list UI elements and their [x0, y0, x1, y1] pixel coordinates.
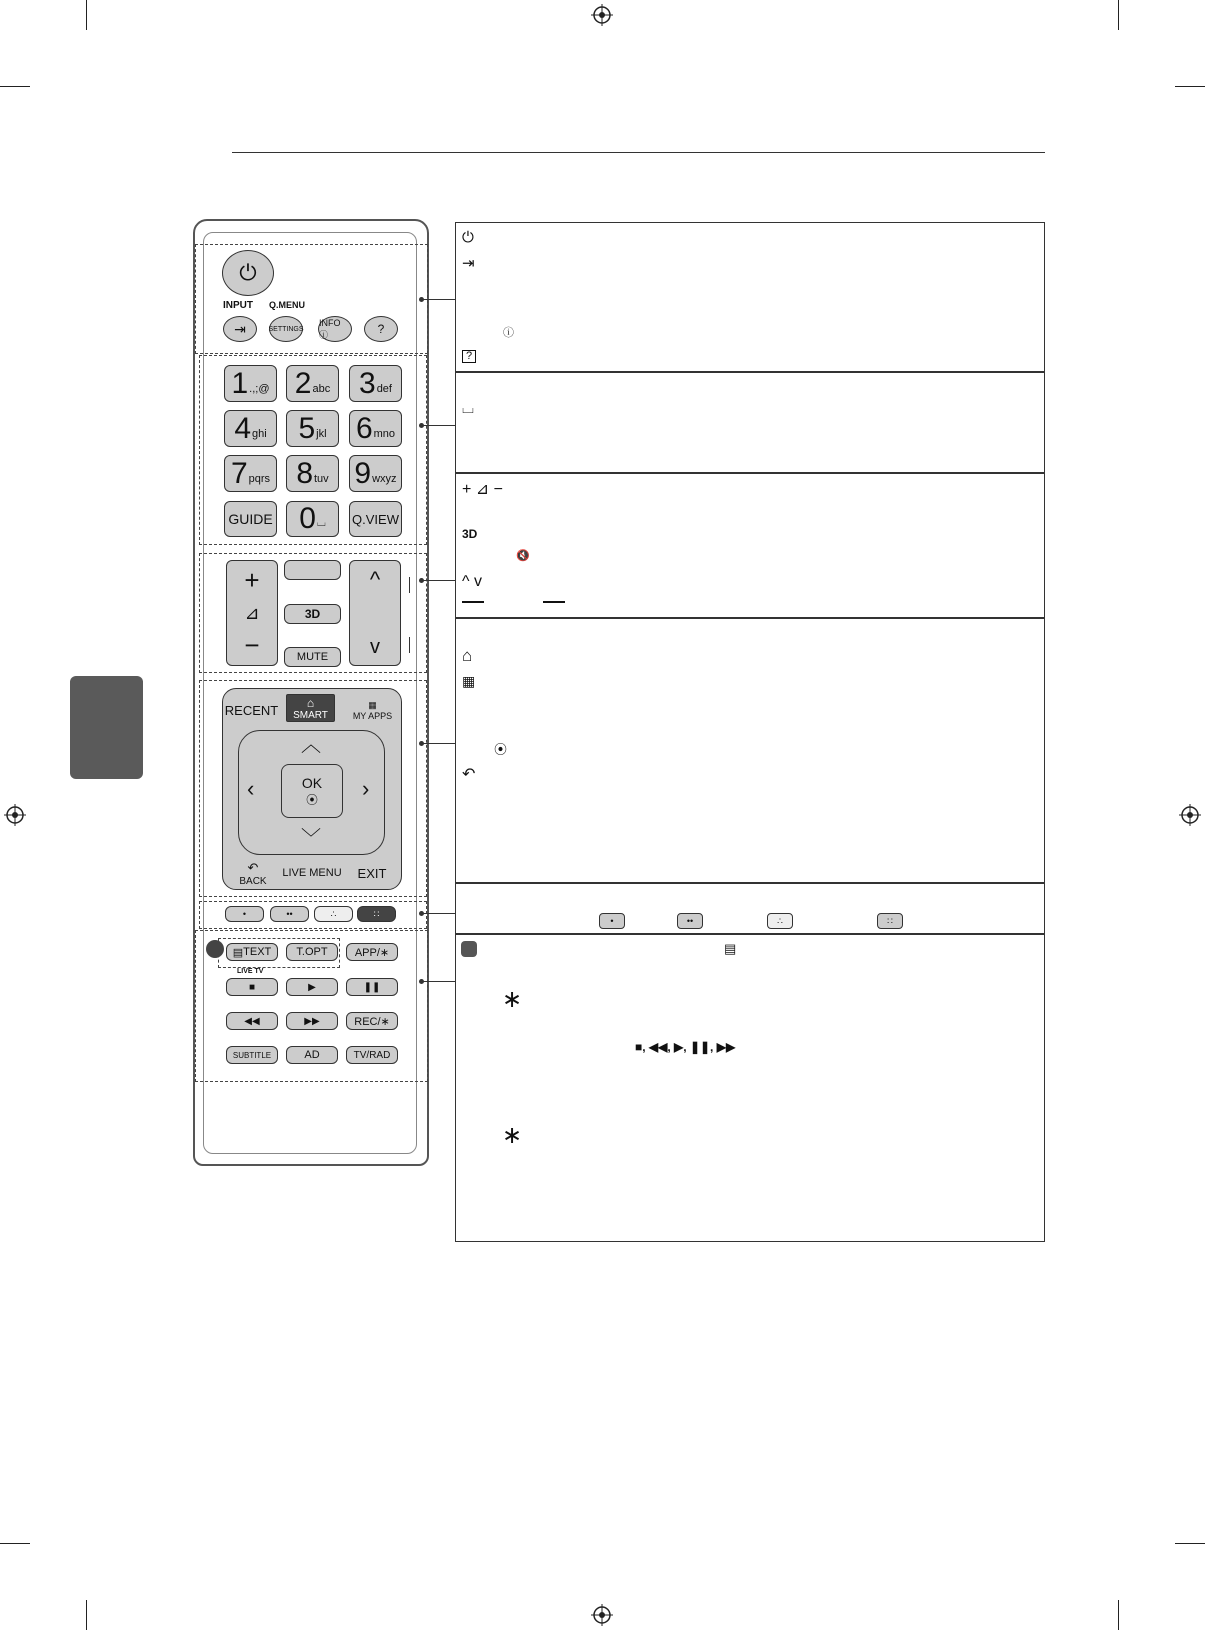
live-tv-label: LIVE TV	[237, 968, 264, 975]
rec-button[interactable]: REC/∗	[346, 1012, 398, 1030]
page-right-icon	[543, 601, 565, 603]
apps-icon: ▦	[462, 673, 476, 689]
volume-icons: + ⊿ −	[462, 481, 503, 498]
input-button[interactable]: ⇥	[223, 316, 257, 342]
yellow-button[interactable]: ∴	[314, 906, 353, 922]
number-3-button[interactable]	[349, 365, 402, 402]
letters: jkl	[316, 428, 327, 440]
blue-key-icon: ∷	[877, 913, 903, 929]
letters: pqrs	[248, 473, 271, 485]
digit: 6	[355, 411, 372, 445]
number-2-button[interactable]	[286, 365, 339, 402]
letters: .,;@	[249, 383, 270, 395]
input-icon: ⇥	[462, 255, 475, 272]
digit: 3	[359, 366, 375, 400]
power-icon: ⏻	[462, 229, 474, 246]
playback-icons: ■, ◀◀, ▶, ❚❚, ▶▶	[635, 1040, 736, 1054]
table-divider	[455, 472, 1045, 474]
fast-forward-button[interactable]: ▶▶	[286, 1012, 338, 1030]
table-divider	[455, 882, 1045, 884]
registration-mark-icon	[4, 804, 26, 826]
leader-line	[423, 981, 455, 982]
volume-minus-icon: −	[244, 630, 260, 660]
leader-line	[423, 743, 455, 744]
ad-button[interactable]: AD	[286, 1046, 338, 1064]
letters: def	[376, 383, 392, 395]
back-button[interactable]	[226, 858, 280, 888]
green-button[interactable]: ••	[270, 906, 309, 922]
marker-dot	[206, 940, 224, 958]
three-d-icon: 3D	[462, 527, 478, 541]
ok-label: OK	[301, 774, 323, 791]
red-button[interactable]: •	[225, 906, 264, 922]
registration-mark-icon	[1179, 804, 1201, 826]
subtitle-button[interactable]: SUBTITLE	[226, 1046, 278, 1064]
smart-label: SMART	[293, 709, 328, 721]
tvrad-button[interactable]: TV/RAD	[346, 1046, 398, 1064]
leader-line	[423, 580, 455, 581]
letters: tuv	[314, 473, 329, 485]
table-divider	[455, 371, 1045, 373]
input-label: INPUT	[223, 300, 253, 311]
crop-mark	[1118, 0, 1119, 30]
digit: 9	[354, 456, 371, 490]
ok-button[interactable]	[281, 764, 343, 818]
letters: abc	[312, 383, 331, 395]
exit-button[interactable]: EXIT	[357, 865, 387, 881]
help-icon: ?	[462, 350, 476, 363]
dpad-down-icon[interactable]: ﹀	[301, 828, 321, 850]
number-1-button[interactable]	[224, 365, 277, 402]
digit: 5	[298, 411, 315, 445]
digit: 4	[234, 411, 250, 445]
volume-icon: ⊿	[244, 602, 260, 623]
table-divider	[455, 933, 1045, 935]
crop-mark	[1118, 1600, 1119, 1630]
crop-mark	[0, 1543, 30, 1544]
channel-rocker[interactable]	[349, 560, 401, 666]
back-icon: ↶	[462, 766, 476, 783]
crop-mark	[86, 1600, 87, 1630]
dpad-left-icon[interactable]: ‹	[247, 776, 255, 801]
channel-down-icon: v	[370, 636, 380, 658]
ok-icon: ⦿	[494, 742, 508, 757]
zero-digit: 0	[299, 502, 315, 535]
text-button[interactable]	[226, 943, 278, 961]
info-icon: ⓘ	[503, 327, 514, 339]
zero-sub: ⌴	[316, 517, 326, 529]
channel-icons: ^ v	[462, 573, 482, 590]
power-button[interactable]: ⏻	[222, 250, 274, 296]
channel-indicator	[409, 637, 410, 653]
ok-icon: ⦿	[305, 792, 318, 807]
recent-button[interactable]: RECENT	[224, 702, 279, 718]
header-rule	[232, 152, 1045, 153]
mute-icon: 🔇	[516, 550, 530, 562]
letters: mno	[373, 428, 396, 440]
help-button[interactable]: ?	[364, 316, 398, 342]
crop-mark	[1175, 86, 1205, 87]
home-icon: ⌂	[306, 695, 315, 710]
number-7-button[interactable]	[224, 455, 277, 492]
description-table	[455, 222, 1045, 1242]
text-icon: ▤	[232, 946, 244, 959]
digit: 2	[294, 366, 311, 400]
my-apps-label: MY APPS	[352, 710, 393, 721]
my-apps-button[interactable]	[345, 692, 400, 728]
settings-button[interactable]: SETTINGS	[269, 316, 303, 342]
leader-line	[423, 425, 455, 426]
blue-button[interactable]: ∷	[357, 906, 396, 922]
apps-icon: ▦	[368, 699, 377, 710]
number-5-button[interactable]	[286, 410, 339, 447]
qview-button[interactable]: Q.VIEW	[349, 501, 402, 537]
rewind-button[interactable]: ◀◀	[226, 1012, 278, 1030]
info-button[interactable]: INFO ⓘ	[318, 316, 352, 342]
dpad-up-icon[interactable]: ︿	[301, 734, 321, 756]
stop-button[interactable]: ■	[226, 978, 278, 996]
channel-indicator	[409, 577, 410, 593]
letters: ghi	[252, 428, 267, 440]
space-icon: ⌴	[462, 400, 475, 417]
app-button[interactable]: APP/∗	[346, 943, 398, 961]
blank-button[interactable]	[284, 560, 341, 580]
section-tab	[70, 676, 143, 779]
asterisk-icon: ∗	[502, 1122, 523, 1149]
number-8-button[interactable]	[286, 455, 339, 492]
leader-line	[423, 299, 455, 300]
registration-mark-icon	[591, 4, 613, 26]
number-6-button[interactable]	[349, 410, 402, 447]
crop-mark	[86, 0, 87, 30]
letters: wxyz	[372, 473, 397, 485]
qmenu-label: Q.MENU	[269, 300, 305, 310]
teletext-icon: ▤	[724, 941, 737, 956]
table-divider	[455, 617, 1045, 619]
volume-rocker[interactable]	[226, 560, 278, 666]
number-4-button[interactable]	[224, 410, 277, 447]
back-icon: ↶	[247, 859, 259, 875]
marker-dot	[461, 941, 477, 957]
digit: 8	[296, 456, 312, 490]
red-key-icon: •	[599, 913, 625, 929]
home-icon: ⌂	[462, 646, 473, 665]
digit: 1	[231, 366, 248, 400]
page-left-icon	[462, 601, 484, 603]
yellow-key-icon: ∴	[767, 913, 793, 929]
back-label: BACK	[239, 875, 267, 887]
volume-plus-icon: +	[244, 565, 260, 595]
green-key-icon: ••	[677, 913, 703, 929]
dpad-right-icon[interactable]: ›	[362, 776, 370, 801]
leader-line	[423, 913, 455, 914]
registration-mark-icon	[591, 1604, 613, 1626]
play-button[interactable]: ▶	[286, 978, 338, 996]
crop-mark	[1175, 1543, 1205, 1544]
zero-button[interactable]	[286, 501, 339, 537]
pause-button[interactable]: ❚❚	[346, 978, 398, 996]
mute-button[interactable]: MUTE	[284, 647, 341, 667]
smart-home-button[interactable]	[286, 694, 335, 722]
channel-up-icon: ^	[369, 567, 381, 592]
guide-button[interactable]: GUIDE	[224, 501, 277, 537]
digit: 7	[230, 456, 247, 490]
number-9-button[interactable]	[349, 455, 402, 492]
asterisk-icon: ∗	[502, 986, 523, 1013]
crop-mark	[0, 86, 30, 87]
live-menu-button[interactable]: LIVE MENU	[282, 867, 342, 879]
text-label: TEXT	[243, 946, 272, 958]
three-d-button[interactable]: 3D	[284, 604, 341, 624]
topt-button[interactable]: T.OPT	[286, 943, 338, 961]
